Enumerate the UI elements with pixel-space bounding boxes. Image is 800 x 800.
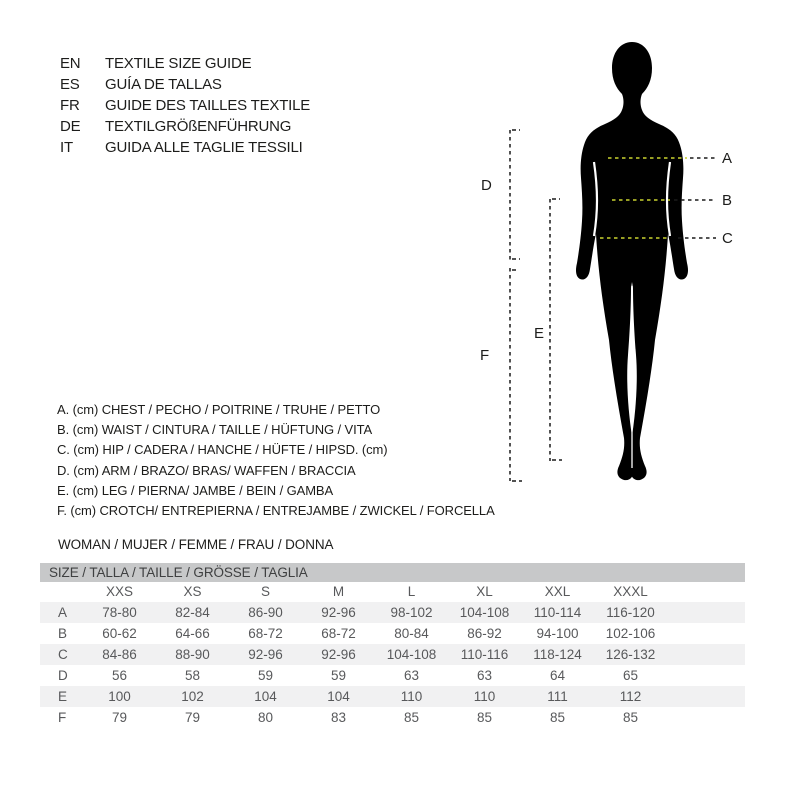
crotch-measure-line bbox=[510, 268, 522, 481]
cell: 112 bbox=[619, 689, 642, 704]
arm-label: D bbox=[481, 177, 492, 194]
cell-tail bbox=[667, 623, 745, 644]
language-code: EN bbox=[60, 55, 81, 72]
size-header-spacer bbox=[40, 582, 83, 602]
cell: 84-86 bbox=[102, 647, 137, 662]
cell: 68-72 bbox=[321, 626, 356, 641]
cell: 92-96 bbox=[321, 647, 356, 662]
language-row bbox=[60, 74, 310, 95]
language-row bbox=[60, 116, 310, 137]
cell: 83 bbox=[330, 710, 347, 725]
size-table bbox=[40, 563, 745, 728]
cell: 80-84 bbox=[394, 626, 429, 641]
size-header-tail bbox=[667, 582, 745, 602]
body-measurement-figure bbox=[470, 30, 770, 500]
table-row-leg bbox=[40, 686, 745, 707]
cell-tail bbox=[667, 602, 745, 623]
cell-tail bbox=[667, 665, 745, 686]
row-label: F bbox=[58, 710, 67, 725]
cell: 58 bbox=[184, 668, 201, 683]
language-row bbox=[60, 95, 310, 116]
cell-tail bbox=[667, 644, 745, 665]
language-title: GUÍA DE TALLAS bbox=[105, 76, 222, 93]
language-title-list bbox=[60, 53, 310, 158]
woman-silhouette bbox=[576, 42, 688, 480]
table-group-title: WOMAN / MUJER / FEMME / FRAU / DONNA bbox=[58, 537, 334, 552]
language-code: IT bbox=[60, 139, 73, 156]
legend-line-chest: A. (cm) CHEST / PECHO / POITRINE / TRUHE / PETTO bbox=[57, 402, 381, 417]
row-label: D bbox=[58, 668, 68, 683]
cell: 60-62 bbox=[102, 626, 137, 641]
cell: 85 bbox=[622, 710, 639, 725]
cell: 110-114 bbox=[533, 605, 582, 620]
chest-label: A bbox=[722, 150, 732, 167]
cell: 64-66 bbox=[175, 626, 210, 641]
cell: 86-92 bbox=[467, 626, 502, 641]
cell: 79 bbox=[111, 710, 128, 725]
cell: 100 bbox=[108, 689, 131, 704]
hip-label: C bbox=[722, 230, 733, 247]
cell: 104-108 bbox=[459, 605, 510, 620]
cell: 86-90 bbox=[248, 605, 283, 620]
cell: 56 bbox=[111, 668, 128, 683]
cell: 104 bbox=[327, 689, 350, 704]
leg-measure-line bbox=[550, 199, 562, 461]
language-row bbox=[60, 53, 310, 74]
legend-line-crotch: F. (cm) CROTCH/ ENTREPIERNA / ENTREJAMBE / ZWICKEL / FORCELLA bbox=[57, 502, 495, 518]
size-col-header: M bbox=[332, 584, 345, 599]
language-code: FR bbox=[60, 97, 80, 114]
cell: 126-132 bbox=[605, 647, 656, 662]
cell: 110 bbox=[400, 689, 423, 704]
cell: 111 bbox=[547, 689, 568, 704]
cell: 80 bbox=[257, 710, 274, 725]
waist-label: B bbox=[722, 192, 732, 209]
cell: 79 bbox=[184, 710, 201, 725]
language-code: ES bbox=[60, 76, 80, 93]
size-col-header: XXXL bbox=[613, 584, 648, 599]
row-label: B bbox=[58, 626, 68, 641]
cell: 104 bbox=[254, 689, 277, 704]
size-col-header: L bbox=[407, 584, 416, 599]
legend-line-waist: B. (cm) WAIST / CINTURA / TAILLE / HÜFTUNG / VITA bbox=[57, 422, 373, 438]
cell: 64 bbox=[549, 668, 566, 683]
cell: 102 bbox=[181, 689, 204, 704]
row-label: A bbox=[58, 605, 68, 620]
language-title: TEXTILGRÖßENFÜHRUNG bbox=[105, 118, 292, 135]
legend-line-hip: C. (cm) HIP / CADERA / HANCHE / HÜFTE / HIPSD. (cm) bbox=[57, 442, 388, 458]
cell: 85 bbox=[403, 710, 420, 725]
measurement-legend bbox=[57, 400, 495, 521]
cell: 85 bbox=[476, 710, 493, 725]
size-col-header: XXS bbox=[105, 584, 133, 599]
cell-tail bbox=[667, 707, 745, 728]
cell: 104-108 bbox=[386, 647, 437, 662]
cell: 110 bbox=[473, 689, 496, 704]
language-title: GUIDE DES TAILLES TEXTILE bbox=[105, 97, 311, 114]
table-row-crotch bbox=[40, 707, 745, 728]
language-title: GUIDA ALLE TAGLIE TESSILI bbox=[105, 139, 303, 156]
cell: 102-106 bbox=[605, 626, 656, 641]
cell: 94-100 bbox=[536, 626, 579, 641]
cell: 65 bbox=[622, 668, 639, 683]
cell: 92-96 bbox=[248, 647, 283, 662]
cell: 63 bbox=[476, 668, 493, 683]
cell: 59 bbox=[257, 668, 274, 683]
cell: 92-96 bbox=[321, 605, 356, 620]
language-title: TEXTILE SIZE GUIDE bbox=[105, 55, 252, 72]
table-row-waist bbox=[40, 623, 745, 644]
woman-silhouette-diagram bbox=[470, 30, 770, 500]
size-col-header: XL bbox=[476, 584, 493, 599]
leg-label: E bbox=[534, 325, 544, 342]
table-row-chest bbox=[40, 602, 745, 623]
cell: 59 bbox=[330, 668, 347, 683]
size-col-header: XXL bbox=[544, 584, 571, 599]
cell: 116-120 bbox=[606, 605, 655, 620]
cell: 63 bbox=[403, 668, 420, 683]
cell-tail bbox=[667, 686, 745, 707]
row-label: C bbox=[58, 647, 68, 662]
legend-line-arm: D. (cm) ARM / BRAZO/ BRAS/ WAFFEN / BRACCIA bbox=[57, 462, 356, 478]
size-table-header: SIZE / TALLA / TAILLE / GRÖSSE / TAGLIA bbox=[40, 563, 745, 582]
cell: 82-84 bbox=[175, 605, 210, 620]
language-code: DE bbox=[60, 118, 81, 135]
cell: 88-90 bbox=[175, 647, 210, 662]
row-label: E bbox=[58, 689, 68, 704]
legend-line-leg: E. (cm) LEG / PIERNA/ JAMBE / BEIN / GAMBA bbox=[57, 482, 334, 498]
arm-measure-line bbox=[510, 130, 520, 261]
cell: 85 bbox=[549, 710, 566, 725]
crotch-label: F bbox=[480, 347, 489, 364]
cell: 98-102 bbox=[390, 605, 433, 620]
size-col-header: S bbox=[260, 584, 270, 599]
size-col-header: XS bbox=[183, 584, 202, 599]
language-row bbox=[60, 137, 310, 158]
cell: 68-72 bbox=[248, 626, 283, 641]
cell: 118-124 bbox=[533, 647, 582, 662]
cell: 78-80 bbox=[102, 605, 137, 620]
table-row-arm bbox=[40, 665, 745, 686]
size-header-row bbox=[40, 582, 745, 602]
table-row-hip bbox=[40, 644, 745, 665]
cell: 110-116 bbox=[460, 647, 509, 662]
